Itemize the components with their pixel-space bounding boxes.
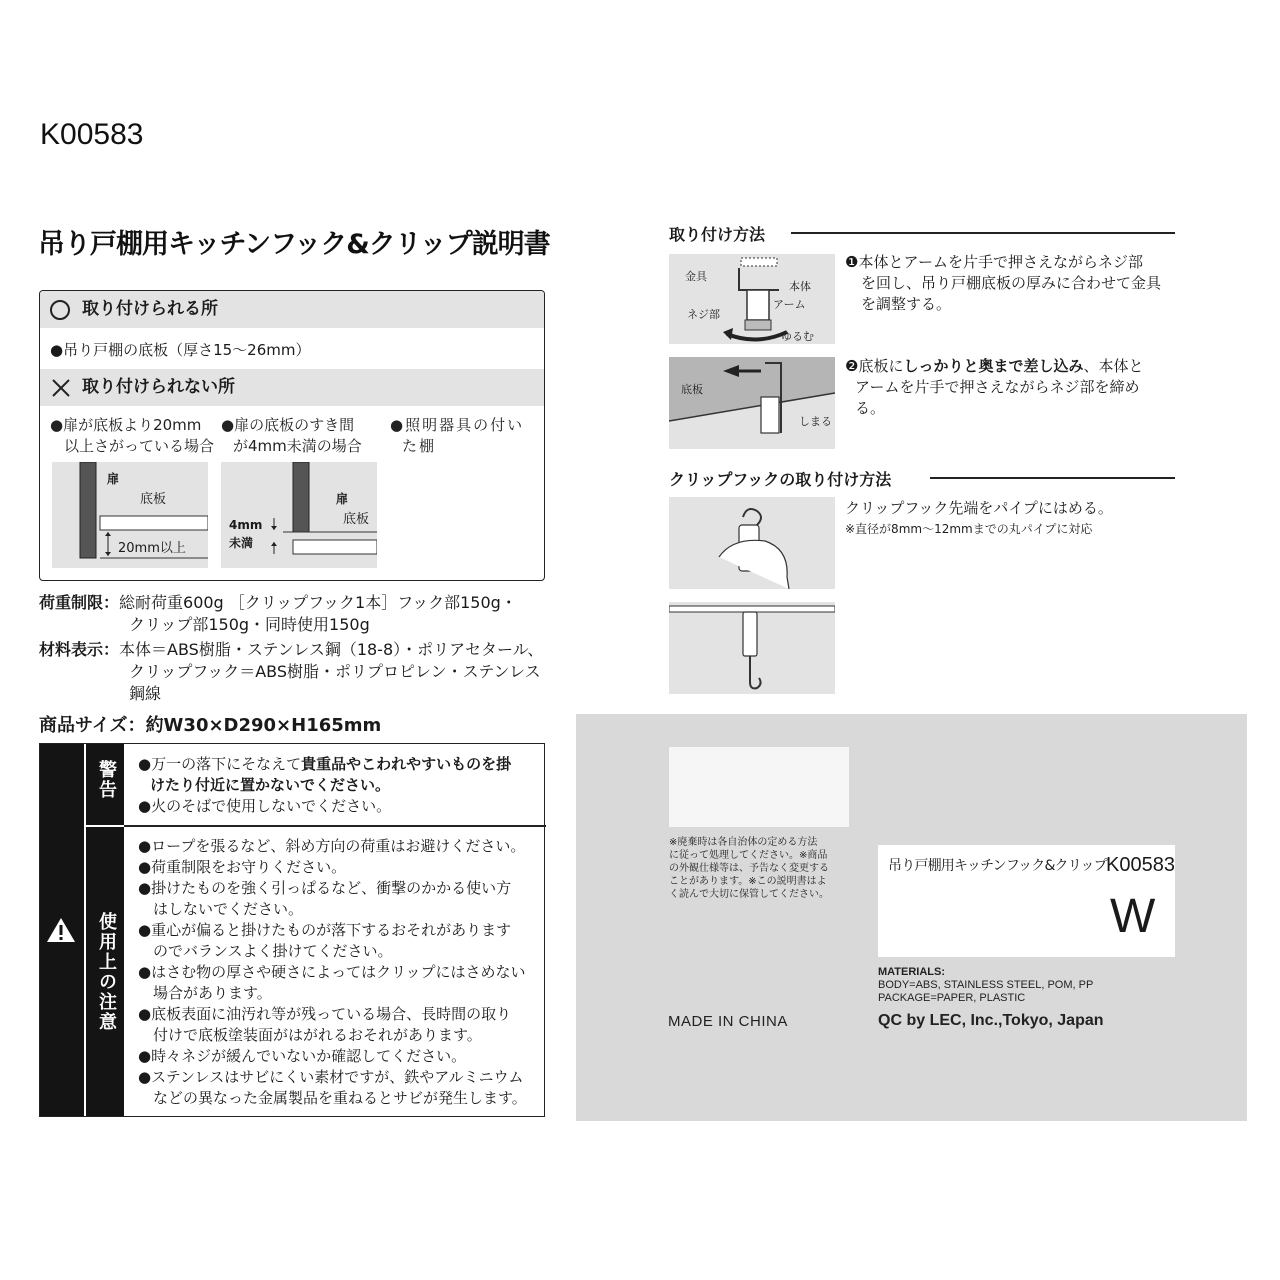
warning-item-1: ●万一の落下にそなえて貴重品やこわれやすいものを掛 xyxy=(138,755,512,773)
caution-sidebar xyxy=(40,744,124,1116)
ng-case-3: ●照明器具の付い た棚 xyxy=(390,416,525,455)
package-window xyxy=(669,747,849,827)
sidebar-divider xyxy=(84,744,86,1116)
label-product-code: K00583 xyxy=(1106,854,1175,876)
warning-triangle-icon xyxy=(46,916,76,944)
clip-hand-illustration xyxy=(669,497,835,589)
warning-label: 警告 xyxy=(96,760,117,800)
install-step-1: ❶本体とアームを片手で押さえながらネジ部 を回し、吊り戸棚底板の厚みに合わせて金具 を調整する。 xyxy=(845,253,1162,313)
note-line-11: ●時々ネジが緩んでいないか確認してください。 xyxy=(138,1047,467,1065)
install-ok-heading-text: 取り付けられる所 xyxy=(82,299,218,319)
install-location-box xyxy=(39,290,545,581)
diagram-gap-4mm: 扉 底板 4mm 未満 xyxy=(221,462,377,568)
install-ng-heading-text: 取り付けられない所 xyxy=(82,377,235,397)
materials-block: MATERIALS: BODY=ABS, STAINLESS STEEL, POM, PP PACKAGE=PAPER, PLASTIC xyxy=(878,966,1094,1004)
install-ok-item: ●吊り戸棚の底板（厚さ15〜26mm） xyxy=(50,341,311,359)
ng-case-2: ●扉の底板のすき間 が4mm未満の場合 xyxy=(221,416,362,455)
clip-figure-1 xyxy=(669,497,835,589)
note-line-7: ●はさむ物の厚さや硬さによってはクリップにはさめない xyxy=(138,963,526,981)
ng-case-1: ●扉が底板より20mm 以上さがっている場合 xyxy=(50,416,215,455)
clip-note: ※直径が8mm〜12mmまでの丸パイプに対応 xyxy=(845,522,1093,536)
load-limit-spec: 荷重制限：総耐荷重600g ［クリップフック1本］フック部150g・ クリップ部150g・同時使用150g xyxy=(39,593,517,634)
material-spec: 材料表示：本体＝ABS樹脂・ステンレス鋼（18-8）・ポリアセタール、 クリップフック＝ABS樹脂・ポリプロピレン・ステンレス 鋼線 xyxy=(39,640,544,703)
warning-item-1-cont: けたり付近に置かないでください。 xyxy=(150,776,391,794)
product-label-card xyxy=(878,845,1175,957)
label-product-name: 吊り戸棚用キッチンフック&クリップ xyxy=(888,858,1107,874)
note-line-9: ●底板表面に油汚れ等が残っている場合、長時間の取り xyxy=(138,1005,512,1023)
product-code: K00583 xyxy=(40,118,144,151)
diagram-door-20mm: 扉 底板 20mm以上 xyxy=(52,462,208,568)
note-line-3: ●掛けたものを強く引っぱるなど、衝撃のかかる使い方 xyxy=(138,879,512,897)
qc-line: QC by LEC, Inc.,Tokyo, Japan xyxy=(878,1012,1104,1029)
clip-figure-2 xyxy=(669,602,835,694)
caution-row-divider xyxy=(124,825,546,827)
disposal-note: ※廃棄時は各自治体の定める方法 に従って処理してください。※商品 の外観仕様等は、予告なく変更する ことがあります。※この説明書はよ く読んで大切に保管してください。 xyxy=(669,837,829,900)
document-title: 吊り戸棚用キッチンフック&クリップ説明書 xyxy=(38,229,550,260)
install-ok-heading xyxy=(40,291,544,328)
country-of-origin: MADE IN CHINA xyxy=(668,1013,788,1030)
label-color-code: W xyxy=(1110,890,1156,943)
note-line-8: 場合があります。 xyxy=(138,984,272,1002)
install-method-rule xyxy=(791,232,1175,234)
circle-ok-icon xyxy=(50,300,70,320)
note-line-10: 付けで底板塗装面がはがれるおそれがあります。 xyxy=(138,1026,482,1044)
note-line-5: ●重心が偏ると掛けたものが落下するおそれがあります xyxy=(138,921,512,939)
clip-method-rule xyxy=(930,477,1175,479)
note-line-12: ●ステンレスはサビにくい素材ですが、鉄やアルミニウム xyxy=(138,1068,524,1086)
sidebar-row-divider xyxy=(84,825,124,827)
note-line-4: はしないでください。 xyxy=(138,900,304,918)
install-method-heading: 取り付け方法 xyxy=(669,225,766,244)
install-step-2: ❷底板にしっかりと奥まで差し込み、本体と アームを片手で押さえながらネジ部を締め る。 xyxy=(845,357,1144,417)
insert-board-illustration xyxy=(669,357,835,449)
clip-method-heading: クリップフックの取り付け方法 xyxy=(669,470,892,489)
caution-box xyxy=(39,743,545,1117)
install-ng-heading xyxy=(40,369,544,406)
install-figure-2: 底板 しまる xyxy=(669,357,835,449)
install-figure-1: 金具 本体 アーム ネジ部 ゆるむ xyxy=(669,254,835,344)
usage-caution-label: 使用上の注意 xyxy=(96,912,117,1032)
note-line-2: ●荷重制限をお守りください。 xyxy=(138,858,347,876)
product-size-spec: 商品サイズ：約W30×D290×H165mm xyxy=(39,715,382,736)
clip-instruction: クリップフック先端をパイプにはめる。 xyxy=(845,499,1113,517)
note-line-6: のでバランスよく掛けてください。 xyxy=(138,942,393,960)
warning-item-2: ●火のそばで使用しないでください。 xyxy=(138,797,392,815)
note-line-13: などの異なった金属製品を重ねるとサビが発生します。 xyxy=(138,1089,527,1107)
note-line-1: ●ロープを張るなど、斜め方向の荷重はお避けください。 xyxy=(138,837,526,855)
clip-on-pipe-illustration xyxy=(669,602,835,694)
cross-ng-icon xyxy=(50,377,72,399)
